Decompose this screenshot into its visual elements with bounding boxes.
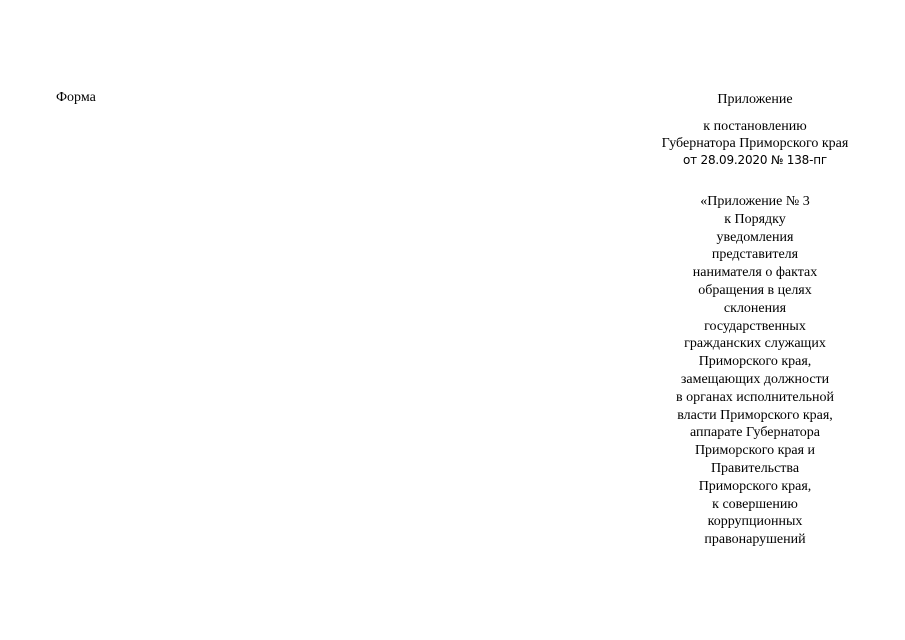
appendix-3-line: гражданских служащих — [684, 336, 826, 352]
appendix-3-line: обращения в целях — [698, 282, 812, 298]
appendix-ref-line-2: Губернатора Приморского края — [661, 136, 849, 151]
appendix-3-line: в органах исполнительной — [676, 389, 834, 405]
appendix-3-line: Правительства — [710, 460, 800, 476]
appendix-date-line: от 28.09.2020 № 138-пг — [683, 153, 827, 167]
appendix-3-line: Приморского края, — [698, 478, 812, 494]
appendix-ref-line-1: к постановлению — [703, 119, 807, 134]
form-label: Форма — [56, 90, 96, 105]
appendix-3-line: Приморского края, — [698, 354, 812, 370]
appendix-title: Приложение — [717, 92, 793, 107]
appendix-reference — [630, 118, 880, 169]
appendix-3-line: замещающих должности — [680, 371, 830, 387]
appendix-3-line: уведомления — [716, 229, 794, 245]
appendix-3-line: коррупционных — [707, 514, 803, 530]
appendix-3-line: Приморского края и — [694, 443, 816, 459]
appendix-3-line: представителя — [711, 247, 799, 263]
appendix-3-line: к совершению — [712, 496, 798, 512]
appendix-3-line: нанимателя о фактах — [692, 265, 818, 281]
appendix-3-line: государственных — [704, 318, 806, 334]
appendix-3-heading — [630, 193, 880, 549]
appendix-3-line: аппарате Губернатора — [690, 425, 820, 441]
appendix-3-line: склонения — [723, 300, 787, 316]
appendix-3-line: к Порядку — [724, 211, 786, 227]
appendix-3-line: «Приложение № 3 — [700, 194, 810, 209]
appendix-3-line: власти Приморского края, — [677, 407, 833, 423]
appendix-3-line: правонарушений — [704, 532, 806, 548]
